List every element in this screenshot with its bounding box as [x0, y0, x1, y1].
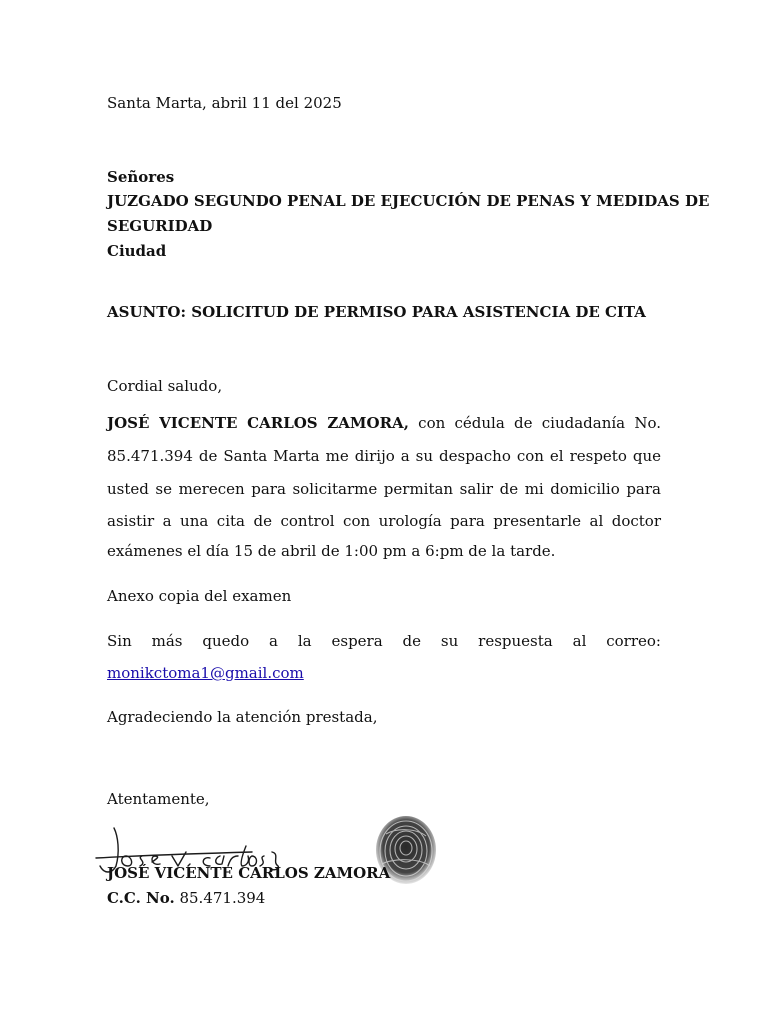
body-line4: asistir a una cita de control con urología para presentarle al doctor: [107, 512, 661, 530]
signer-id-number: 85.471.394: [174, 889, 266, 907]
recipient-court-line1: JUZGADO SEGUNDO PENAL DE EJECUCIÓN DE PENAS Y MEDIDAS DE: [107, 192, 710, 210]
body-line2: 85.471.394 de Santa Marta me dirijo a su despacho con el respeto que: [107, 447, 661, 465]
subject-line: ASUNTO: SOLICITUD DE PERMISO PARA ASISTENCIA DE CITA: [107, 303, 646, 321]
body-line1-rest: con cédula de ciudadanía No.: [418, 414, 661, 432]
greeting: Cordial saludo,: [107, 377, 223, 395]
signer-id-label: C.C. No.: [107, 889, 175, 907]
sender-name: JOSÉ VICENTE CARLOS ZAMORA,: [107, 414, 409, 432]
place-date: Santa Marta, abril 11 del 2025: [107, 94, 342, 112]
email-link[interactable]: monikctoma1@gmail.com: [107, 664, 304, 682]
signer-name: JOSÉ VICENTE CARLOS ZAMORA: [107, 864, 391, 882]
signer-id: [107, 889, 265, 907]
body-line3: usted se merecen para solicitarme permitan salir de mi domicilio para: [107, 480, 661, 498]
sign-off: Atentamente,: [107, 790, 210, 808]
recipient-court-line2: SEGURIDAD: [107, 217, 213, 235]
thanks-line: Agradeciendo la atención prestada,: [107, 708, 378, 726]
body-line1: [107, 414, 661, 432]
closing-request-line1: Sin más quedo a la espera de su respuesta al correo:: [107, 632, 661, 650]
annex-note: Anexo copia del examen: [107, 587, 292, 605]
recipient-salutation: Señores: [107, 168, 175, 186]
recipient-city: Ciudad: [107, 242, 167, 260]
body-line5: exámenes el día 15 de abril de 1:00 pm a 6:pm de la tarde.: [107, 542, 556, 560]
